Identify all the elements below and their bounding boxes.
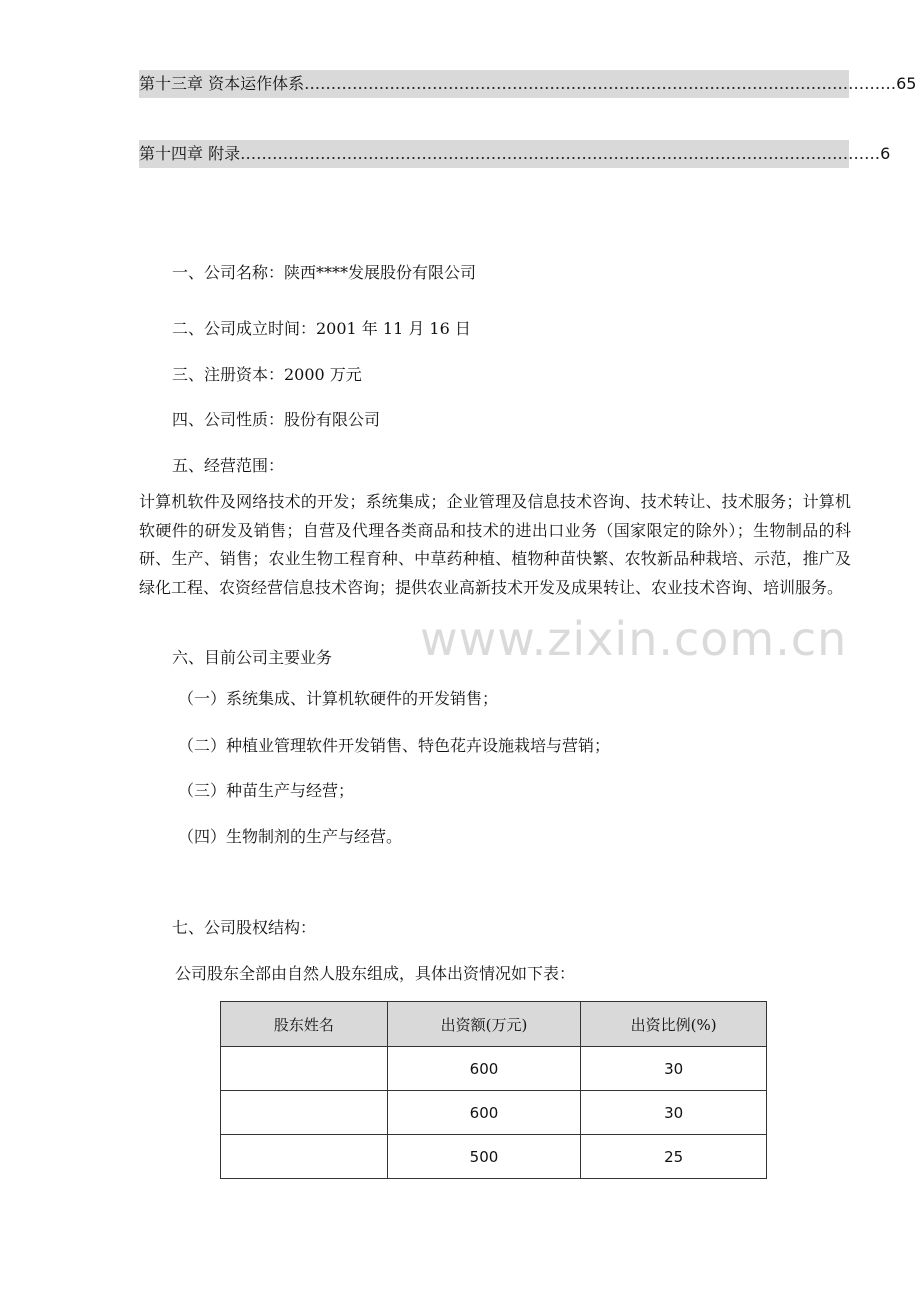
main-business-heading: 六、目前公司主要业务 bbox=[172, 648, 333, 667]
cell-ratio: 30 bbox=[581, 1047, 767, 1091]
business-item: （三）种苗生产与经营； bbox=[178, 781, 355, 800]
toc-page-number: 65 bbox=[896, 74, 917, 93]
cell-ratio: 30 bbox=[581, 1091, 767, 1135]
business-scope-heading: 五、经营范围： bbox=[172, 456, 285, 475]
business-item: （四）生物制剂的生产与经营。 bbox=[178, 827, 403, 846]
founding-date: 二、公司成立时间：2001 年 11 月 16 日 bbox=[172, 319, 471, 338]
equity-table-intro: 公司股东全部由自然人股东组成，具体出资情况如下表： bbox=[175, 964, 576, 983]
column-header-contribution: 出资额(万元) bbox=[387, 1002, 581, 1047]
table-row bbox=[221, 1135, 767, 1179]
table-header-row bbox=[221, 1002, 767, 1047]
column-header-shareholder-name: 股东姓名 bbox=[221, 1002, 388, 1047]
watermark: www.zixin.com.cn bbox=[420, 612, 848, 666]
cell-contribution: 600 bbox=[387, 1091, 581, 1135]
cell-contribution: 600 bbox=[387, 1047, 581, 1091]
equity-structure-heading: 七、公司股权结构： bbox=[172, 918, 317, 937]
cell-contribution: 500 bbox=[387, 1135, 581, 1179]
business-item: （二）种植业管理软件开发销售、特色花卉设施栽培与营销； bbox=[178, 736, 611, 755]
cell-ratio: 25 bbox=[581, 1135, 767, 1179]
toc-title: 第十四章 附录 bbox=[139, 144, 241, 163]
toc-title: 第十三章 资本运作体系 bbox=[139, 74, 305, 93]
table-row bbox=[221, 1091, 767, 1135]
toc-entry-chapter-14[interactable] bbox=[139, 140, 891, 168]
cell-shareholder-name bbox=[221, 1091, 388, 1135]
cell-shareholder-name bbox=[221, 1047, 388, 1091]
toc-leader-dots: ………………………………………………………………………………………………………… bbox=[240, 144, 881, 163]
company-nature: 四、公司性质：股份有限公司 bbox=[172, 410, 381, 429]
cell-shareholder-name bbox=[221, 1135, 388, 1179]
toc-entry-chapter-13[interactable] bbox=[139, 70, 917, 98]
table-row bbox=[221, 1047, 767, 1091]
registered-capital: 三、注册资本：2000 万元 bbox=[172, 365, 362, 384]
column-header-ratio: 出资比例(%) bbox=[581, 1002, 767, 1047]
business-item: （一）系统集成、计算机软硬件的开发销售； bbox=[178, 689, 499, 708]
toc-leader-dots: ………………………………………………………………………………………………… bbox=[304, 74, 897, 93]
company-name: 一、公司名称：陕西****发展股份有限公司 bbox=[172, 263, 477, 282]
toc-page-number: 6 bbox=[880, 144, 891, 163]
shareholder-table bbox=[220, 1001, 767, 1179]
business-scope-text: 计算机软件及网络技术的开发；系统集成；企业管理及信息技术咨询、技术转让、技术服务；计算机软硬件的研发及销售；自营及代理各类商品和技术的进出口业务（国家限定的除外）；生物制品的科研、生产、销售；农业生物工程育种、中草药种植、植物种苗快繁、农牧新品种栽培、示范，推广及绿化工程、农资经营信息技术咨询；提供农业高新技术开发及成果转让、农业技术咨询、培训服务。 bbox=[139, 492, 851, 597]
